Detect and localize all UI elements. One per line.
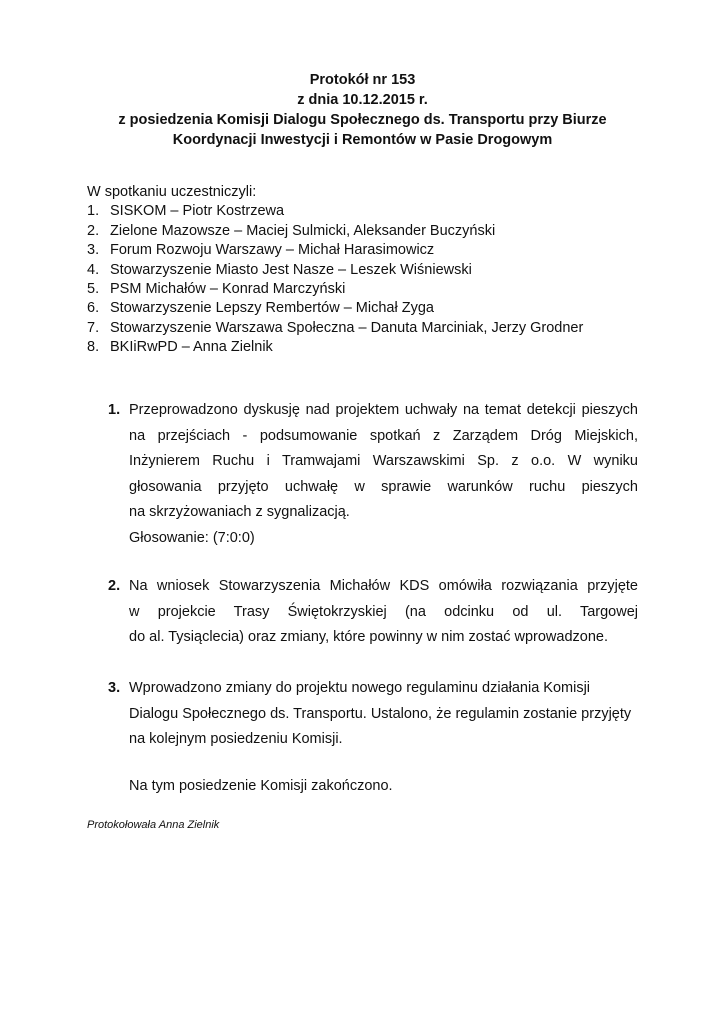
list-item [87, 261, 647, 280]
point-line: Inżynierem Ruchu i Tramwajami Warszawskimi Sp. z o.o. W wyniku [129, 453, 638, 469]
participants-list [87, 202, 647, 357]
point-line: na przejściach - podsumowanie spotkań z Zarządem Dróg Miejskich, [129, 427, 638, 444]
list-number: 1. [87, 203, 100, 220]
point-line: na skrzyżowaniach z sygnalizacją. [129, 504, 350, 520]
list-number: 6. [87, 300, 100, 317]
point-line: 2. Na wniosek Stowarzyszenia Michałów KDS omówiła rozwiązania przyjęte [108, 574, 638, 600]
agenda-point-2 [108, 574, 638, 651]
list-item [87, 299, 647, 318]
participant-text: SISKOM – Piotr Kostrzewa [110, 203, 285, 220]
point-number: 2. [108, 578, 121, 594]
participant-text: Zielone Mazowsze – Maciej Sulmicki, Aleksander Buczyński [110, 222, 496, 239]
point-line: do al. Tysiąclecia) oraz zmiany, które powinny w nim zostać wprowadzone. [129, 629, 608, 645]
list-number: 3. [87, 242, 100, 259]
point-line: Dialogu Społecznego ds. Transportu. Ustalono, że regulamin zostanie przyjęty [129, 705, 632, 722]
protocol-subject-line-2: Koordynacji Inwestycji i Remontów w Pasie Drogowym [172, 132, 553, 148]
signature: Protokołowała Anna Zielnik [87, 819, 220, 831]
participant-text: Stowarzyszenie Lepszy Rembertów – Michał Zyga [110, 300, 434, 317]
point-line: w projekcie Trasy Świętokrzyskiej (na odcinku od ul. Targowej [129, 603, 638, 620]
participant-text: Forum Rozwoju Warszawy – Michał Harasimowicz [110, 242, 435, 259]
participant-text: PSM Michałów – Konrad Marczyński [110, 281, 346, 298]
participant-text: Stowarzyszenie Miasto Jest Nasze – Leszek Wiśniewski [110, 261, 472, 278]
point-line: 3. Wprowadzono zmiany do projektu nowego regulaminu działania Komisji [108, 676, 638, 702]
agenda-point-1 [108, 398, 638, 551]
list-item [87, 280, 647, 299]
vote-result: Głosowanie: (7:0:0) [129, 529, 255, 546]
list-number: 7. [87, 319, 100, 336]
point-line: na kolejnym posiedzeniu Komisji. [129, 731, 343, 747]
agenda-point-3 [108, 676, 638, 753]
list-number: 4. [87, 261, 100, 278]
protocol-number: Protokół nr 153 [309, 72, 416, 88]
participant-text: BKIiRwPD – Anna Zielnik [110, 339, 273, 356]
participants-section [87, 183, 647, 358]
list-item [87, 338, 647, 357]
list-item [87, 222, 647, 241]
document-header [0, 70, 725, 150]
point-number: 3. [108, 680, 121, 696]
list-item [87, 202, 647, 221]
list-number: 8. [87, 339, 100, 356]
participant-text: Stowarzyszenie Warszawa Społeczna – Danuta Marciniak, Jerzy Grodner [110, 319, 584, 336]
protocol-subject-line-1: z posiedzenia Komisji Dialogu Społecznego ds. Transportu przy Biurze [118, 112, 607, 128]
point-number: 1. [108, 402, 121, 418]
point-line: głosowania przyjęto uchwałę w sprawie warunków ruchu pieszych [129, 478, 638, 495]
closing-statement: Na tym posiedzenie Komisji zakończono. [129, 778, 393, 794]
list-number: 5. [87, 281, 100, 298]
point-line: 1. Przeprowadzono dyskusję nad projektem uchwały na temat detekcji pieszych [108, 398, 638, 424]
list-item [87, 241, 647, 260]
list-item [87, 319, 647, 338]
protocol-date: z dnia 10.12.2015 r. [297, 92, 428, 108]
participants-intro: W spotkaniu uczestniczyli: [87, 184, 257, 200]
list-number: 2. [87, 222, 100, 239]
